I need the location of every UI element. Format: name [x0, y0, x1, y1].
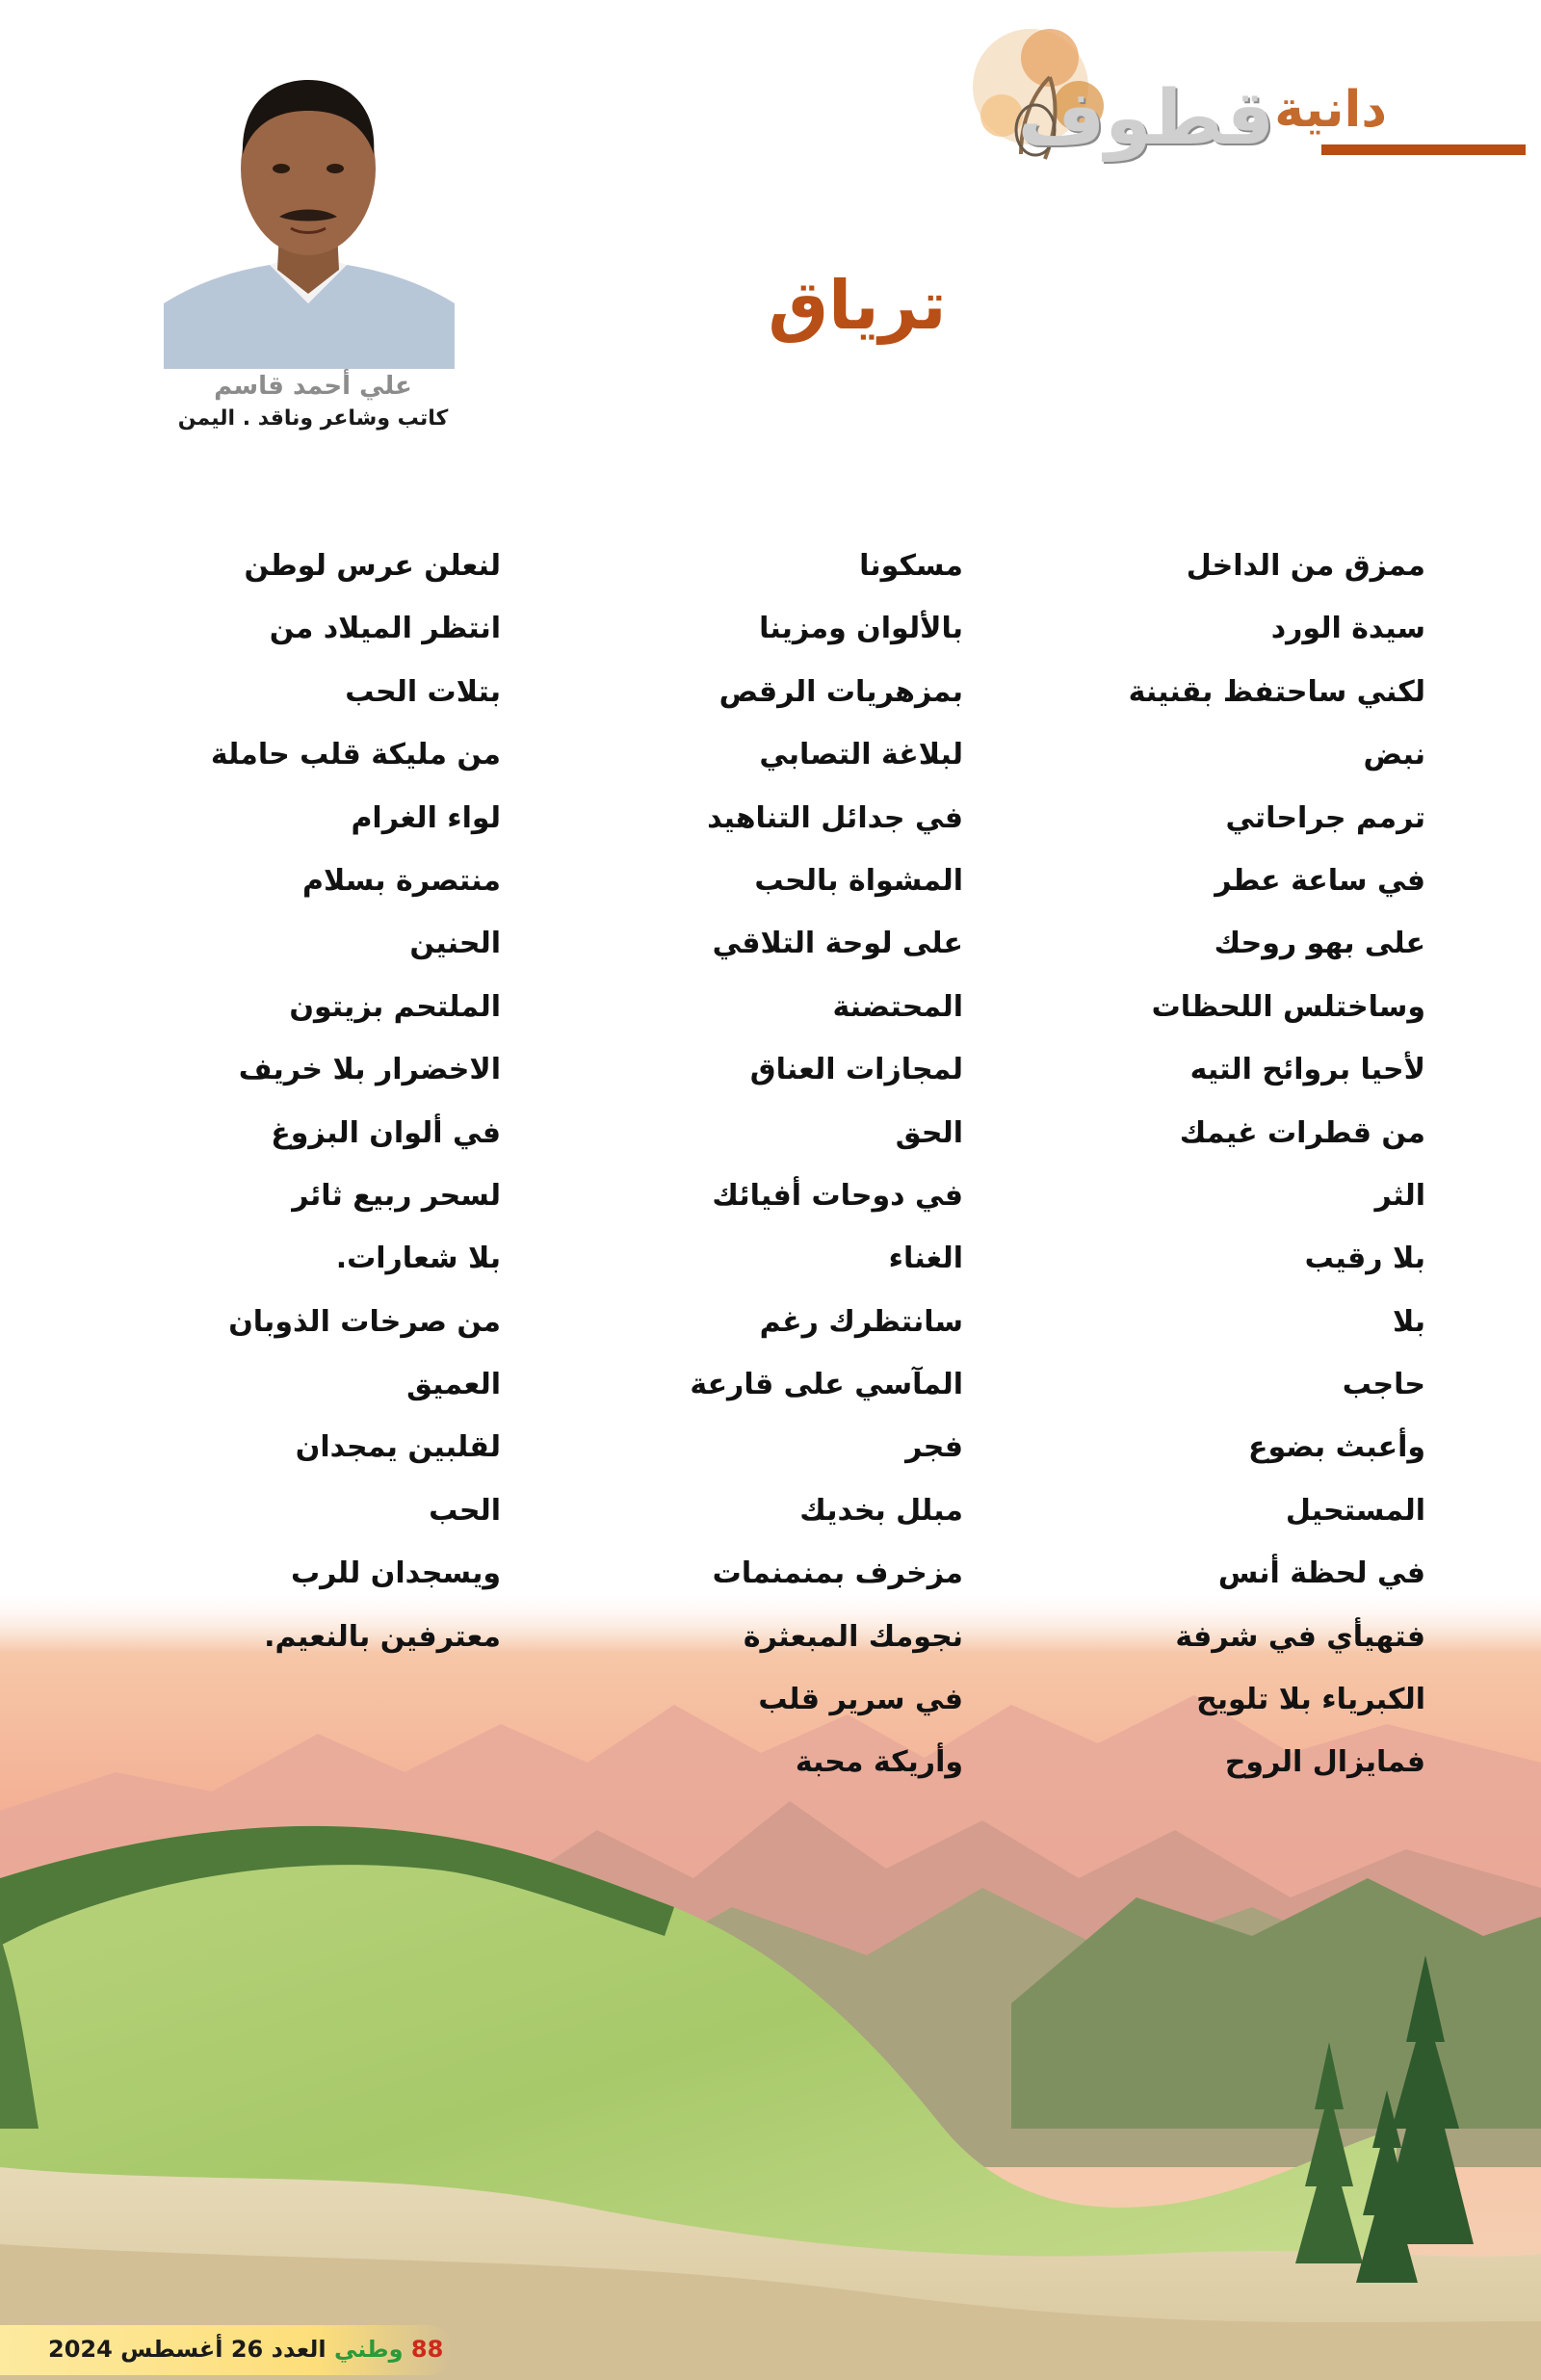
poem-line: لكني ساحتفظ بقنينة: [1128, 674, 1425, 709]
poem-line: بالألوان ومزينا: [759, 612, 963, 646]
poem-line: المشواة بالحب: [754, 863, 963, 898]
poem-column-3: [135, 542, 501, 1676]
poem-line: لبلاغة التصابي: [759, 738, 963, 772]
poem-line: في دوحات أفيائك: [712, 1178, 963, 1213]
page-number: 88: [410, 2336, 444, 2363]
header-rule: [1321, 144, 1526, 155]
poem-line: لمجازات العناق: [749, 1053, 963, 1087]
poem-line: انتظر الميلاد من: [269, 612, 501, 646]
poem-title: ترياق: [768, 266, 947, 345]
poem-line: في سرير قلب: [758, 1683, 963, 1717]
logo-main: قطوف: [1017, 75, 1275, 162]
section-logo: [828, 19, 1387, 173]
issue-date: أغسطس 2024: [48, 2336, 223, 2363]
poem-line: وأعبث بضوع: [1248, 1430, 1425, 1465]
poem-line: المحتضنة: [832, 989, 963, 1024]
poem-line: معترفين بالنعيم.: [264, 1619, 501, 1654]
poem-column-1: [1108, 542, 1425, 1802]
poem-line: بتلات الحب: [345, 674, 501, 709]
poem-line: بلا رقيب: [1304, 1242, 1425, 1276]
poem-line: لقلبين يمجدان: [295, 1430, 501, 1465]
poem-line: العميق: [406, 1368, 501, 1402]
poem-line: المستحيل: [1285, 1493, 1425, 1528]
poem-line: بلا شعارات.: [335, 1242, 501, 1276]
poem-line: ترمم جراحاتي: [1225, 800, 1425, 835]
poem-line: حاجب: [1342, 1368, 1425, 1402]
poem-line: الملتحم بزيتون: [289, 989, 501, 1024]
author-role: كاتب وشاعر وناقد . اليمن: [177, 406, 449, 431]
poem-line: من قطرات غيمك: [1179, 1115, 1425, 1150]
poem-line: في جدائل التناهيد: [707, 800, 963, 835]
issue-number: العدد 26: [230, 2336, 326, 2363]
poem-line: في ساعة عطر: [1215, 863, 1425, 898]
poem-line: فمايزال الروح: [1224, 1745, 1425, 1780]
poem-line: في ألوان البزوغ: [271, 1115, 501, 1150]
poem-line: ويسجدان للرب: [290, 1556, 501, 1591]
poem-line: لنعلن عرس لوطن: [244, 549, 501, 583]
author-photo: [164, 63, 455, 369]
poem-line: الكبرياء بلا تلويح: [1196, 1683, 1425, 1717]
poem-column-2: [645, 542, 963, 1802]
poem-line: وساختلس اللحظات: [1151, 989, 1425, 1024]
poem-line: لواء الغرام: [351, 800, 501, 835]
author-name: علي أحمد قاسم: [214, 372, 412, 401]
poem-line: ممزق من الداخل: [1186, 549, 1425, 583]
poem-line: على بهو روحك: [1214, 927, 1425, 961]
poem-line: الثر: [1374, 1178, 1425, 1213]
poem-line: لأحيا بروائح التيه: [1189, 1053, 1425, 1087]
poem-line: مبلل بخديك: [799, 1493, 963, 1528]
poem-line: الحنين: [409, 927, 501, 961]
poem-line: مسكونا: [859, 549, 963, 583]
poem-line: فتهيأي في شرفة: [1175, 1619, 1425, 1654]
poem-line: الاخضرار بلا خريف: [238, 1053, 501, 1087]
poem-line: وأريكة محبة: [795, 1745, 963, 1780]
footer-text: [48, 2335, 443, 2365]
poem-line: سانتظرك رغم: [759, 1304, 963, 1339]
poem-line: من مليكة قلب حاملة: [210, 738, 501, 772]
poem-line: منتصرة بسلام: [301, 863, 501, 898]
poem-line: الحق: [895, 1115, 963, 1150]
poem-line: نجومك المبعثرة: [743, 1619, 963, 1654]
poem-line: في لحظة أنس: [1217, 1556, 1425, 1591]
poem-line: لسحر ربيع ثائر: [292, 1178, 501, 1213]
poem-line: فجر: [905, 1430, 963, 1465]
magazine-brand: وطني: [333, 2336, 404, 2363]
poem-line: مزخرف بمنمنمات: [712, 1556, 963, 1591]
poem-line: على لوحة التلاقي: [712, 927, 963, 961]
poem-line: المآسي على قارعة: [690, 1368, 963, 1402]
poem-line: نبض: [1363, 738, 1425, 772]
poem-line: بلا: [1392, 1304, 1425, 1339]
poem-line: سيدة الورد: [1270, 612, 1425, 646]
logo-accent: دانية: [1274, 81, 1387, 139]
poem-line: الحب: [429, 1493, 501, 1528]
poem-line: بمزهريات الرقص: [718, 674, 963, 709]
poem-line: من صرخات الذوبان: [228, 1304, 501, 1339]
footer-bar: [0, 2325, 453, 2375]
poem-line: الغناء: [888, 1242, 963, 1276]
